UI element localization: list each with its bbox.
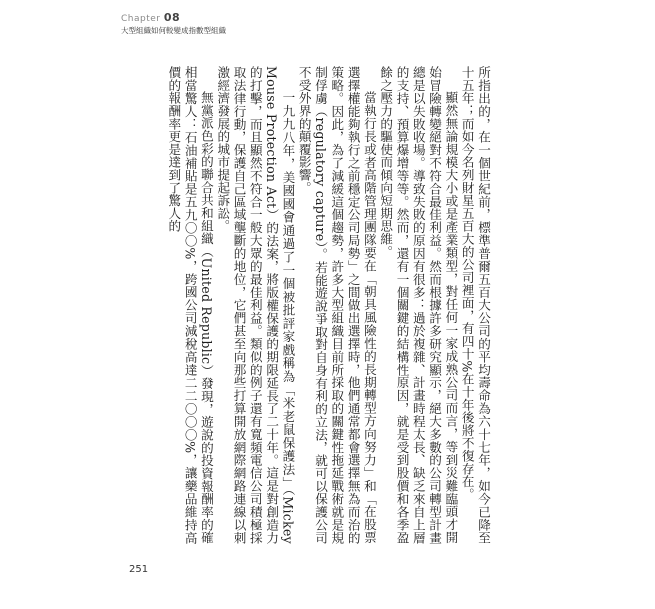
paragraph: 顯然無論規模大小或是產業類型，對任何一家成熟公司而言，等到災難臨頭才開始冒險轉變絕對不符合最佳利益。然而根據許多研究顯示，絕大多數的公司轉型計畫總是以失敗收場。導致失敗的原因有很多：過於複雜、計畫時程太長、缺乏來自上層的支持、預算爆增等等。然而，還有一個關鍵的結構性原因，就是受到股價和各季盈餘之壓力的驅使而傾向短期思維。 <box>378 66 459 544</box>
chapter-word: Chapter <box>121 14 161 24</box>
paragraph: 無黨派色彩的聯合共和組織（United Republic）發現，遊說的投資報酬率的確相當驚人：石油補貼是五九〇〇%，跨國公司減稅高達二二〇〇〇%，讓藥品維持高價的報酬率更是達到了驚人的 <box>166 66 214 544</box>
running-header <box>121 11 226 36</box>
paragraph: 當執行長或者高階管理團隊要在「朝具風險性的長期轉型方向努力」和「在股票選擇權能夠執行之前穩定公司局勢」之間做出選擇時，他們通常都會選擇無為而治的策略。因此，為了減緩這個趨勢，許多大型組織目前所採取的關鍵性拖延戰術就是規制俘虜（regulatory capture）。若能遊說爭取對自身有利的立法，就可以保護公司不受外界的顛覆影響。 <box>296 66 377 544</box>
paragraph: 所指出的，在一個世紀前，標準普爾五百大公司的平均壽命為六十七年，如今已降至十五年；而如今名列財星五百大的公司裡面，有四十%在十年後將不復存在。 <box>459 66 491 544</box>
vertical-body-text <box>163 66 491 544</box>
chapter-number: 08 <box>163 11 181 24</box>
paragraph: 一九九八年，美國國會通過了一個被批評家戲稱為「米老鼠保護法」（Mickey Mouse Protection Act）的法案，將版權保護的期限延長了二十年。這是對創造力的打擊，而且顯然不符合一般大眾的最佳利益。類似的例子還有寬頻電信公司積極採取法律行動，保護自己區域壟斷的地位，它們甚至向那些打算開放網際網路連線以刺激經濟發展的城市提起訴訟。 <box>215 66 296 544</box>
chapter-label <box>121 11 226 24</box>
page-number: 251 <box>129 564 149 575</box>
chapter-title: 大型組織如何較變成指數型組織 <box>121 26 226 35</box>
